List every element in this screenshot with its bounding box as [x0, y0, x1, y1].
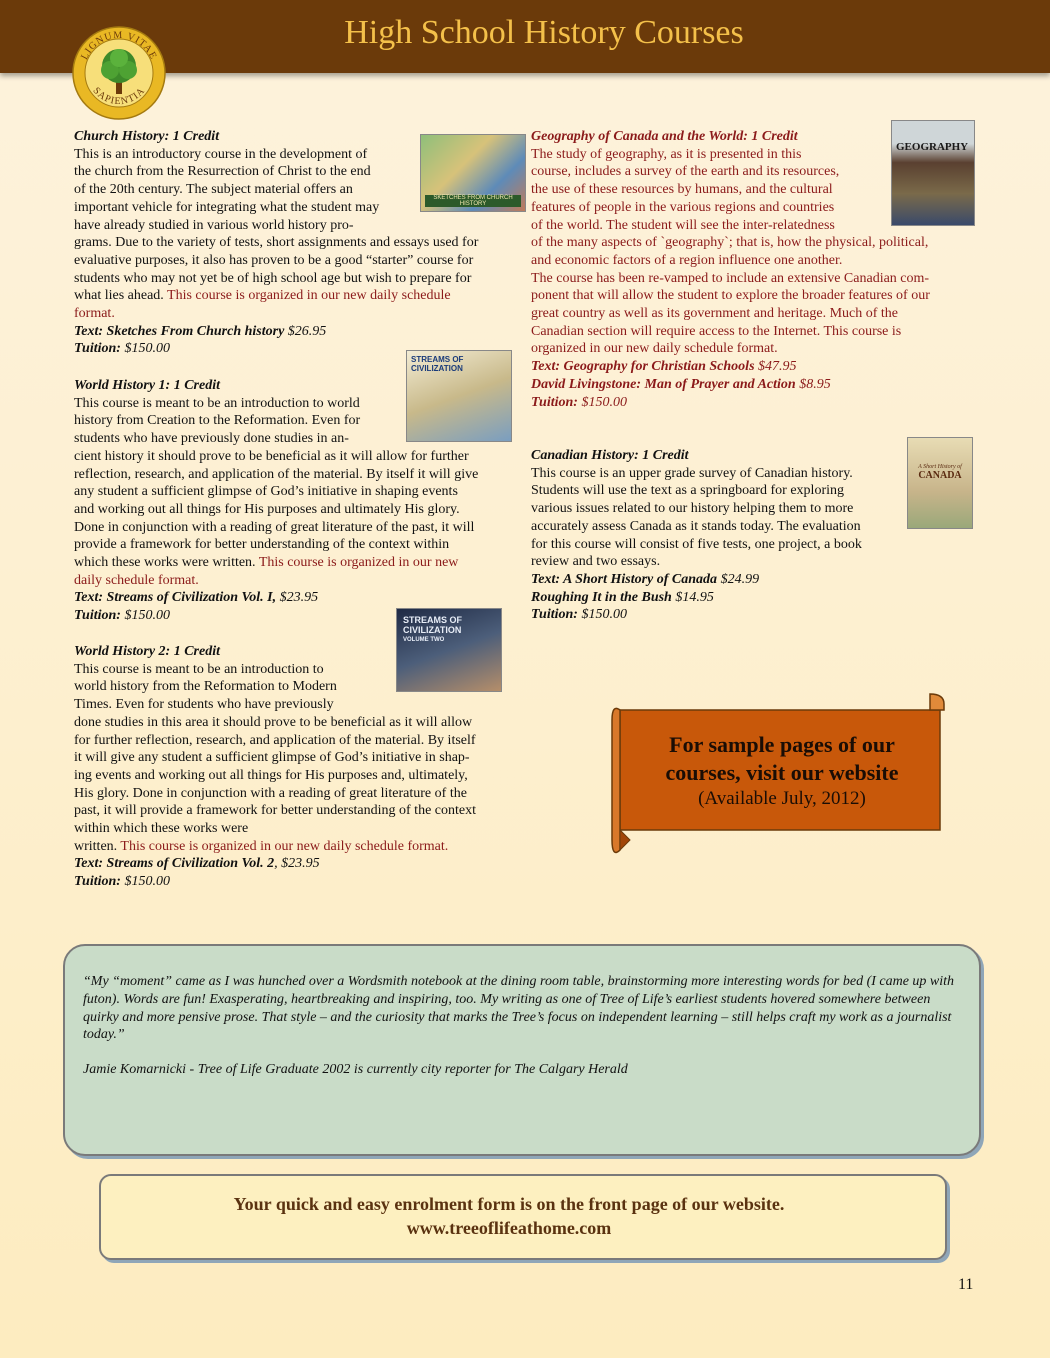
body-line: This is an introductory course in the development of	[74, 146, 368, 162]
body-line: of the world. The student will see the inter-relatedness	[531, 217, 835, 233]
body-line: This course is meant to be an introduction to world	[74, 395, 360, 411]
streams-civilization-vol2-image: STREAMS OF CIVILIZATION VOLUME TWO	[396, 608, 502, 692]
body-line: The course has been re-vamped to include an extensive Canadian com-	[531, 270, 930, 286]
body-line: any student a sufficient glimpse of God’s initiative in shaping events	[74, 484, 458, 500]
body-line: done studies in this area it should prove to be beneficial as it will allow	[74, 714, 473, 730]
body-line: This course is meant to be an introduction to	[74, 661, 324, 677]
scroll-line: For sample pages of our	[669, 732, 895, 757]
section-heading: Canadian History: 1 Credit	[531, 448, 689, 463]
section-heading: Church History: 1 Credit	[74, 129, 220, 144]
body-line: past, it will provide a framework for better understanding of the context	[74, 803, 476, 819]
scroll-availability: (Available July, 2012)	[698, 788, 866, 809]
tuition-line: Tuition: $150.00	[531, 394, 627, 410]
body-line: world history from the Reformation to Modern	[74, 679, 337, 695]
body-line: features of people in the various regions and countries	[531, 199, 835, 215]
body-line: reflection, research, and application of the material. By itself it will give	[74, 466, 479, 482]
tuition-line: Tuition: $150.00	[74, 874, 170, 890]
short-history-canada-image: A Short History of CANADA	[907, 437, 973, 529]
body-line: students who have previously done studies in an-	[74, 431, 349, 447]
body-line: and working out all things for His purposes and ultimately His glory.	[74, 501, 460, 517]
body-line: which these works were written. This course is organized in our new	[74, 555, 459, 571]
tuition-line: Tuition: $150.00	[74, 341, 170, 357]
text-line: Text: Geography for Christian Schools $47.95	[531, 359, 797, 375]
page-title: High School History Courses	[344, 14, 744, 51]
body-line: cient history it should prove to be beneficial as it will allow for further	[74, 448, 469, 464]
section-heading: Geography of Canada and the World: 1 Credit	[531, 129, 798, 144]
tree-of-life-logo	[72, 26, 166, 120]
svg-text:LIGNUM VITAE: LIGNUM VITAE	[79, 29, 159, 62]
svg-text:SAPIENTIA: SAPIENTIA	[90, 85, 148, 108]
body-line: This course is an upper grade survey of Canadian history.	[531, 465, 853, 481]
enrolment-line: Your quick and easy enrolment form is on the front page of our website.	[233, 1194, 785, 1214]
testimonial-text	[83, 973, 963, 1079]
body-line: the use of these resources by humans, and the cultural	[531, 182, 833, 198]
text-line: Text: Streams of Civilization Vol. 2, $23.95	[74, 856, 320, 872]
world-history-1-section	[74, 377, 534, 625]
body-line: important vehicle for integrating what the student may	[74, 199, 380, 215]
scroll-text	[622, 731, 942, 811]
body-line: Canadian section will require access to the Internet. This course is	[531, 323, 902, 339]
body-line: accurately assess Canada as it stands today. The evaluation	[531, 518, 861, 534]
text-line: David Livingstone: Man of Prayer and Action $8.95	[531, 376, 831, 392]
body-line: students who may not yet be of high school age but wish to prepare for	[74, 270, 472, 286]
world-history-2-section	[74, 643, 534, 891]
enrolment-text	[99, 1192, 919, 1240]
body-line: it will give any student a sufficient glimpse of God’s initiative in shap-	[74, 750, 470, 766]
body-line: organized in our new daily schedule format.	[531, 341, 778, 357]
tuition-line: Tuition: $150.00	[531, 607, 627, 623]
body-line: for this course will consist of five tests, one project, a book	[531, 536, 862, 552]
body-line: the church from the Resurrection of Christ to the end	[74, 164, 371, 180]
body-line: The study of geography, as it is presented in this	[531, 146, 802, 162]
page-number: 11	[958, 1276, 974, 1293]
body-line: Times. Even for students who have previously	[74, 697, 334, 713]
body-line: of the many aspects of `geography`; that is, how the physical, political,	[531, 235, 929, 251]
body-line: and economic factors of a region influence one another.	[531, 252, 843, 268]
body-line: great country as well as its government and heritage. Much of the	[531, 306, 898, 322]
body-line: course, includes a survey of the earth and its resources,	[531, 164, 840, 180]
text-line: Text: A Short History of Canada $24.99	[531, 571, 760, 587]
body-line: Done in conjunction with a reading of great literature of the past, it will	[74, 519, 475, 535]
body-line: within which these works were	[74, 821, 249, 837]
geography-book-image: GEOGRAPHY	[891, 120, 975, 226]
testimonial-attribution: Jamie Komarnicki - Tree of Life Graduate 2002 is currently city reporter for The Calgary Herald	[83, 1062, 628, 1078]
testimonial-quote: “My “moment” came as I was hunched over a Wordsmith notebook at the dining room table, brainstorming more interesting words for bed (I came up with futon). Words are fun! Exasperating, heartbreaking and inspiring, too. My writing as one of Tree of Life’s earliest students hovered somewhere between quirky and more pensive prose. That style – and the curiosity that marks the Tree’s focus on independent learning – still helps craft my work as a journalist today.”	[83, 974, 955, 1043]
body-line: review and two essays.	[531, 554, 661, 570]
body-line: various issues related to our history helping them to more	[531, 501, 854, 517]
scroll-line: courses, visit our website	[665, 760, 899, 785]
body-line: provide a framework for better understanding of the context within	[74, 537, 450, 553]
body-line: for further reflection, research, and application of the material. By itself	[74, 732, 476, 748]
body-line: of the 20th century. The subject material offers an	[74, 182, 353, 198]
body-line: written. This course is organized in our new daily schedule format.	[74, 838, 449, 854]
body-line: daily schedule format.	[74, 572, 199, 588]
body-line: His glory. Done in conjunction with a reading of great literature of the	[74, 785, 467, 801]
text-line: Roughing It in the Bush $14.95	[531, 589, 714, 605]
church-history-book-image: SKETCHES FROM CHURCH HISTORY	[420, 134, 526, 212]
section-heading: World History 2: 1 Credit	[74, 644, 220, 659]
geography-section	[531, 128, 981, 411]
body-line: evaluative purposes, it also has proven to be a good “starter” course for	[74, 252, 474, 268]
streams-civilization-vol1-image: STREAMS OF CIVILIZATION	[406, 350, 512, 442]
body-line: grams. Due to the variety of tests, short assignments and essays used for	[74, 235, 479, 251]
canadian-history-section	[531, 447, 981, 624]
church-history-section	[74, 128, 534, 358]
website-link[interactable]: www.treeoflifeathome.com	[406, 1218, 612, 1238]
text-line: Text: Streams of Civilization Vol. I, $23.95	[74, 590, 319, 606]
body-line: history from Creation to the Reformation. Even for	[74, 413, 361, 429]
text-line: Text: Sketches From Church history $26.95	[74, 323, 327, 339]
body-line: Students will use the text as a springboard for exploring	[531, 483, 844, 499]
body-line: what lies ahead. This course is organized in our new daily schedule	[74, 288, 451, 304]
body-line: format.	[74, 306, 115, 322]
section-heading: World History 1: 1 Credit	[74, 378, 220, 393]
body-line: ponent that will allow the student to explore the broader features of our	[531, 288, 930, 304]
body-line: have already studied in various world history pro-	[74, 217, 354, 233]
body-line: ing events and working out all things for His purposes and, ultimately,	[74, 767, 468, 783]
tuition-line: Tuition: $150.00	[74, 608, 170, 624]
